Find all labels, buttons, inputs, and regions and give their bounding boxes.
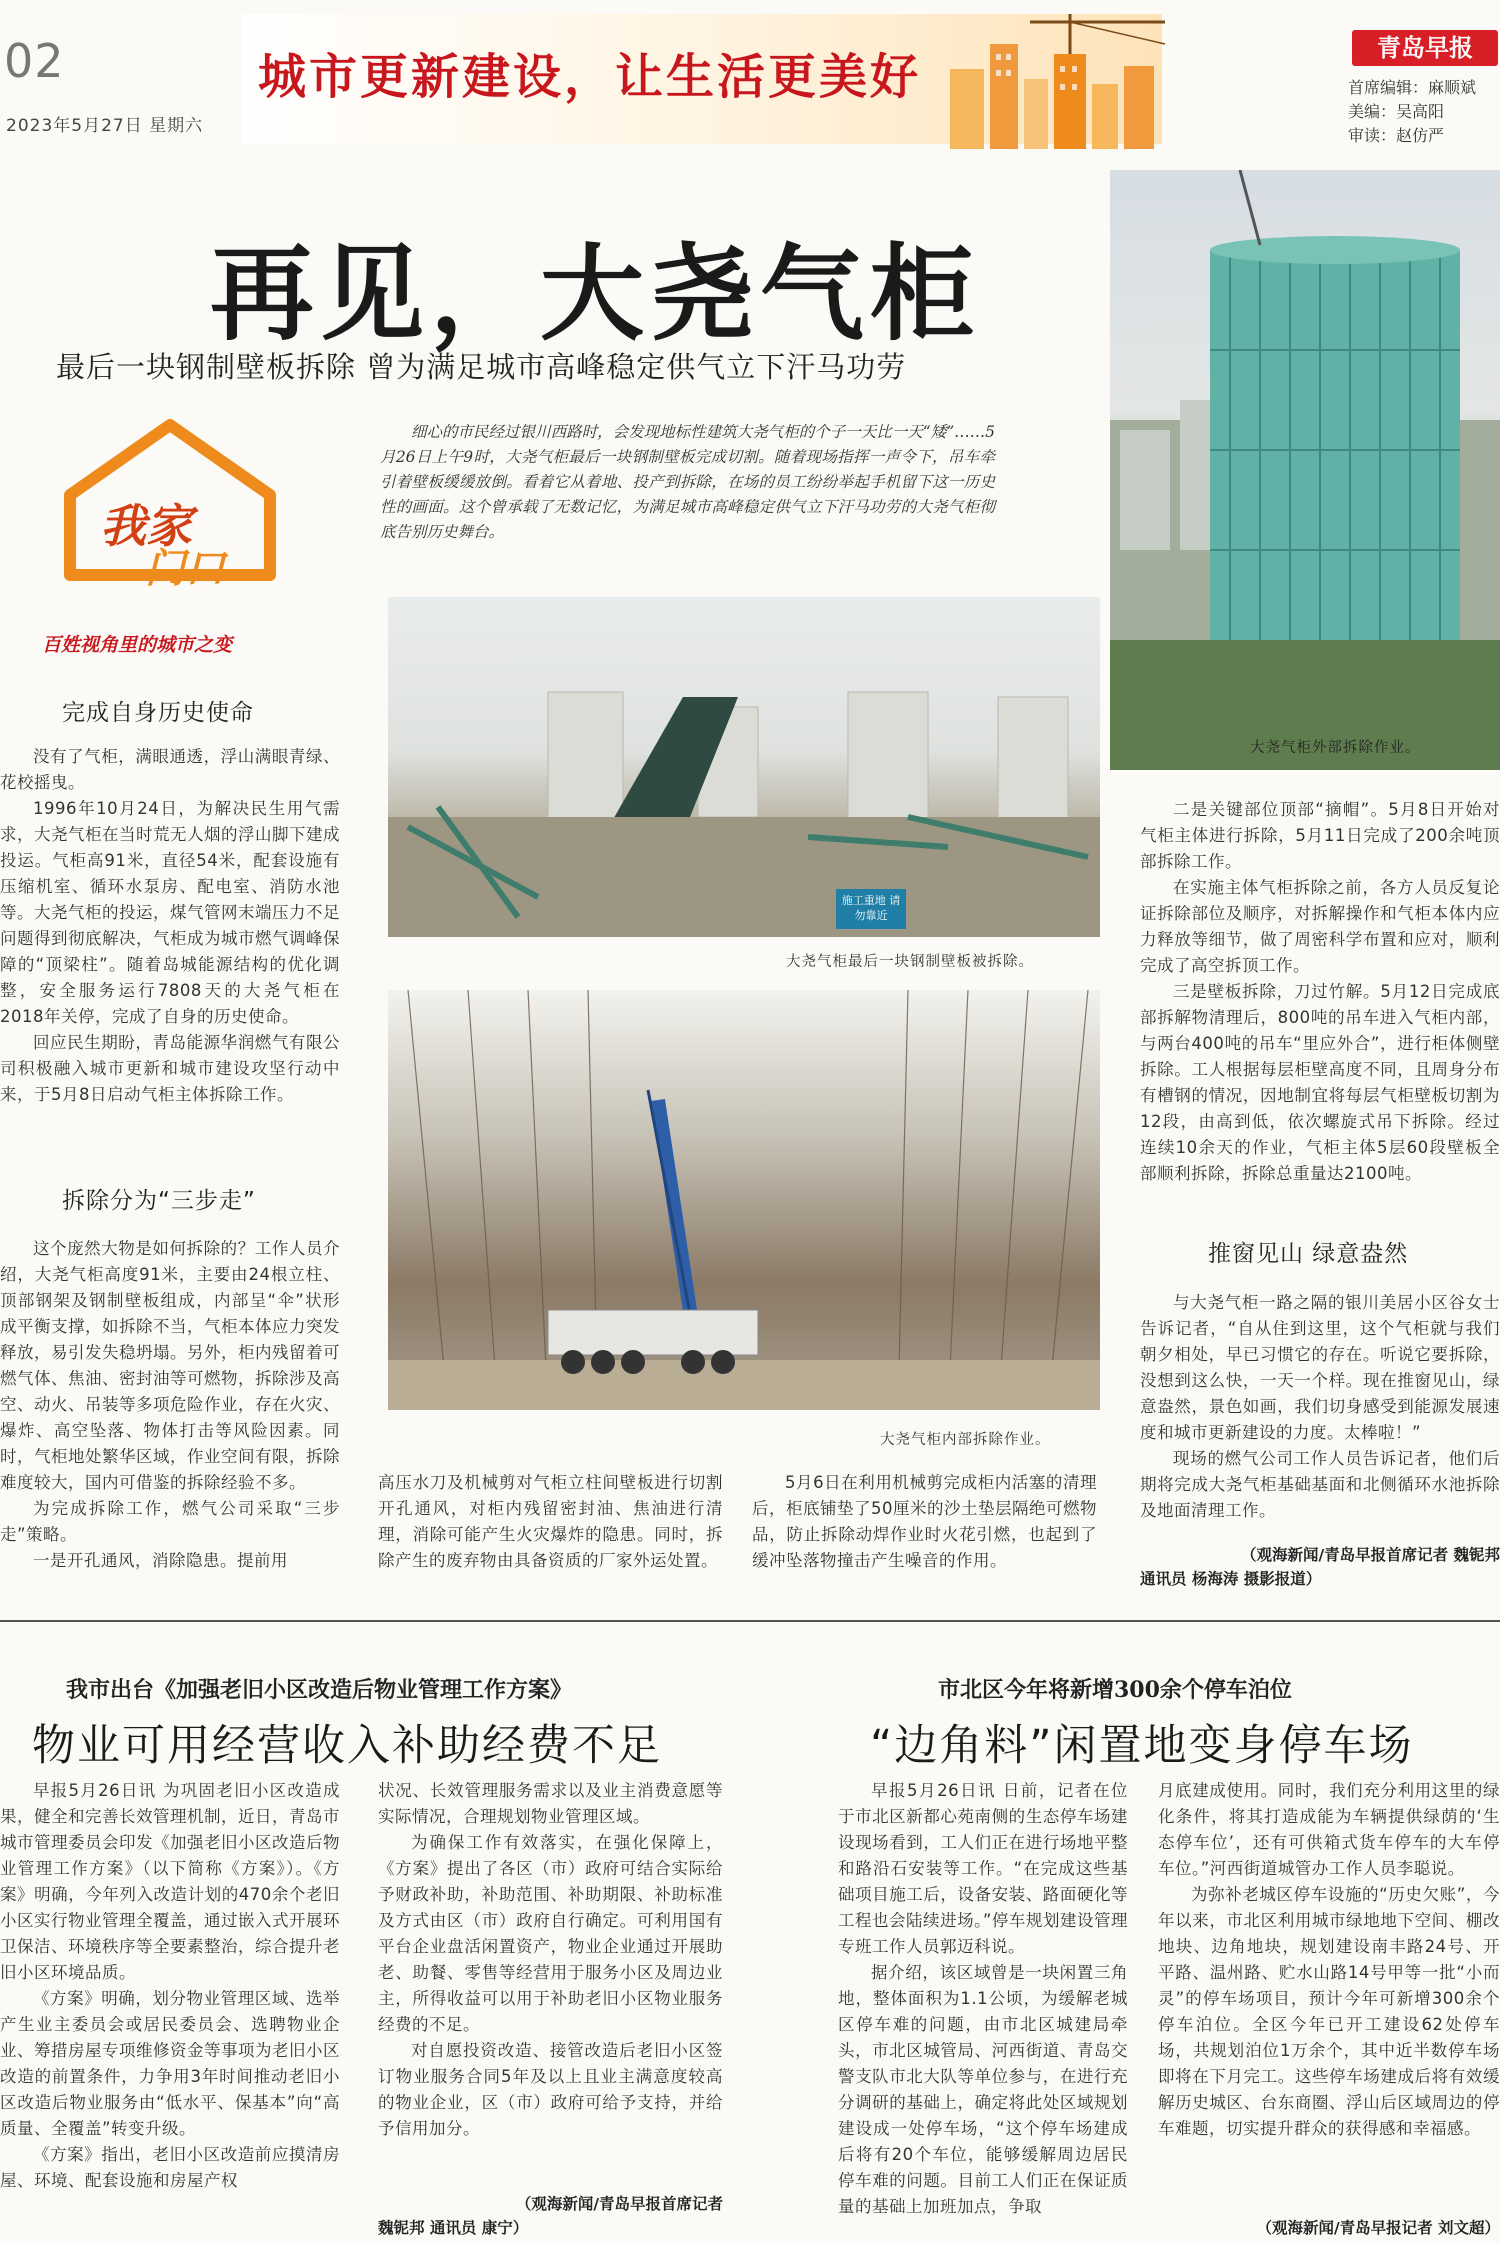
- paragraph: 《方案》明确，划分物业管理区域、选举产生业主委员会或居民委员会、选聘物业企业、筹措房屋专项维修资金等事项为老旧小区改造的前置条件，力争用3年时间推动老旧小区改造后物业服务由“低水平、保基本”向“高质量、全覆盖”转变升级。: [0, 1989, 340, 2138]
- paragraph: 回应民生期盼，青岛能源华润燃气有限公司积极融入城市更新和城市建设攻坚行动中来，于5月8日启动气柜主体拆除工作。: [0, 1033, 340, 1104]
- paragraph: 早报5月26日讯 日前，记者在位于市北区新都心苑南侧的生态停车场建设现场看到，工人们正在进行场地平整和路沿石安装等工作。“在完成这些基础项目施工后，设备安装、路面硬化等工程也会陆续进场。”停车规划建设管理专班工作人员郭迈科说。: [838, 1781, 1128, 1956]
- demolition-scene: [388, 597, 1100, 937]
- paragraph: 在实施主体气柜拆除之前，各方人员反复论证拆除部位及顺序，对拆解操作和气柜本体内应力释放等细节，做了周密科学布置和应对，顺利完成了高空拆顶工作。: [1140, 878, 1500, 975]
- paragraph: 为确保工作有效落实，在强化保障上，《方案》提出了各区（市）政府可结合实际给予财政补助，补助范围、补助期限、补助标准及方式由区（市）政府自行确定。可利用国有平台企业盘活闲置资产，物业企业通过开展助老、助餐、零售等经营用于服务小区及周边业主，所得收益可以用于补助老旧小区物业服务经费的不足。: [378, 1833, 723, 2034]
- column-logo-title2: 门口: [145, 546, 225, 592]
- skyline-illustration: [920, 14, 1240, 149]
- story3-kicker: 市北区今年将新增300余个停车泊位: [938, 1677, 1292, 1703]
- story3-col1: [838, 1778, 1128, 2220]
- column-logo: [40, 415, 300, 665]
- story1-col1: [0, 744, 340, 1108]
- page-number: 02: [4, 34, 65, 88]
- paragraph: 没有了气柜，满眼通透，浮山满眼青绿、花校摇曳。: [0, 747, 340, 792]
- story3-byline: （观海新闻/青岛早报记者 刘文超）: [1256, 2219, 1500, 2237]
- paragraph: 现场的燃气公司工作人员告诉记者，他们后期将完成大尧气柜基础基面和北侧循环水池拆除及地面清理工作。: [1140, 1449, 1500, 1520]
- paragraph: 早报5月26日讯 为巩固老旧小区改造成果，健全和完善长效管理机制，近日，青岛市城市管理委员会印发《加强老旧小区改造后物业管理工作方案》（以下简称《方案》）。《方案》明确，今年列入改造计划的470余个老旧小区实行物业管理全覆盖，通过嵌入式开展环卫保洁、环境秩序等全要素整治，综合提升老旧小区环境品质。: [0, 1781, 340, 1982]
- story1-col1b: [0, 1236, 340, 1574]
- byline-line1: （观海新闻/青岛早报首席记者: [515, 2195, 723, 2213]
- paragraph: 为弥补老城区停车设施的“历史欠账”，今年以来，市北区利用城市绿地地下空间、棚改地块、边角地块，规划建设南丰路24号、开平路、温州路、贮水山路14号甲等一批“小而灵”的停车场项目，预计今年可新增300余个停车泊位。全区今年已开工建设62处停车场，共规划泊位1万余个，其中近半数停车场即将在下月完工。这些停车场建成后将有效缓解历史城区、台东商圈、浮山后区域周边的停车难题，切实提升群众的获得感和幸福感。: [1158, 1885, 1500, 2138]
- byline-line1: （观海新闻/青岛早报首席记者 魏铌邦: [1240, 1546, 1500, 1564]
- paragraph: 为完成拆除工作，燃气公司采取“三步走”策略。: [0, 1499, 340, 1544]
- paragraph: 据介绍，该区域曾是一块闲置三角地，整体面积为1.1公顷，为缓解老城区停车难的问题，由市北区城建局牵头，市北区城管局、河西街道、青岛交警支队市北大队等单位参与，在进行充分调研的基础上，确定将此处区域规划建设成一处停车场，“这个停车场建成后将有20个车位，能够缓解周边居民停车难的问题。目前工人们正在保证质量的基础上加班加点，争取: [838, 1963, 1128, 2216]
- newspaper-logo: 青岛早报: [1352, 30, 1498, 66]
- byline-line2: 通讯员 杨海涛 摄影报道）: [1140, 1570, 1322, 1588]
- paragraph: 对自愿投资改造、接管改造后老旧小区签订物业服务合同5年及以上且业主满意度较高的物业企业，区（市）政府可给予支持，并给予信用加分。: [378, 2041, 723, 2138]
- paragraph: 一是开孔通风，消除隐患。提前用: [33, 1551, 288, 1570]
- paragraph: 月底建成使用。同时，我们充分利用这里的绿化条件，将其打造成能为车辆提供绿荫的‘生态停车位’，还有可供箱式货车停车的大车停车位。”河西街道城管办工作人员李聪说。: [1158, 1781, 1500, 1878]
- paragraph: 高压水刀及机械剪对气柜立柱间壁板进行切割开孔通风，对柜内残留密封油、焦油进行清理，消除可能产生火灾爆炸的隐患。同时，拆除产生的废弃物由具备资质的厂家外运处置。: [378, 1473, 723, 1570]
- column-logo-tagline: 百姓视角里的城市之变: [42, 634, 233, 656]
- story1-mid-col1: [378, 1470, 723, 1574]
- paragraph: 状况、长效管理服务需求以及业主消费意愿等实际情况，合理规划物业管理区域。: [378, 1781, 723, 1826]
- caption-exterior: 大尧气柜外部拆除作业。: [1250, 740, 1421, 756]
- story1-right-col-b: [1140, 1290, 1500, 1524]
- photo-interior: [388, 990, 1100, 1410]
- photo-last-panel: [388, 597, 1100, 937]
- paragraph: 5月6日在利用机械剪完成柜内活塞的清理后，柜底铺垫了50厘米的沙土垫层隔绝可燃物品，防止拆除动焊作业时火花引燃，也起到了缓冲坠落物撞击产生噪音的作用。: [752, 1473, 1097, 1570]
- photo-gas-holder-exterior: [1110, 170, 1500, 770]
- gas-holder-drawing: [1110, 170, 1500, 770]
- credits: [1348, 76, 1500, 148]
- credit-proofreader: 审读：赵仿严: [1348, 126, 1445, 145]
- crane-scene: [388, 990, 1100, 1410]
- caption-last-panel: 大尧气柜最后一块钢制壁板被拆除。: [786, 954, 1034, 970]
- story1-right-col: [1140, 797, 1500, 1187]
- story1-intro: 细心的市民经过银川西路时，会发现地标性建筑大尧气柜的个子一天比一天“矮”……5月26日上午9时，大尧气柜最后一块钢制壁板完成切割。随着现场指挥一声令下，吊车牵引着壁板缓缓放倒。看着它从着地、投产到拆除，在场的员工纷纷举起手机留下这一历史性的画面。这个曾承载了无数记忆，为满足城市高峰稳定供气立下汗马功劳的大尧气柜彻底告别历史舞台。: [380, 423, 995, 541]
- credit-designer: 美编：吴高阳: [1348, 102, 1445, 121]
- section-title-three-steps: 拆除分为“三步走”: [62, 1188, 256, 1214]
- story1-headline: 再见，大尧气柜: [210, 232, 981, 355]
- story2-kicker: 我市出台《加强老旧小区改造后物业管理工作方案》: [66, 1677, 573, 1703]
- story3-headline: “边角料”闲置地变身停车场: [870, 1721, 1414, 1771]
- byline-line2: 魏铌邦 通讯员 康宁）: [378, 2219, 529, 2237]
- story2-headline: 物业可用经营收入补助经费不足: [32, 1721, 662, 1771]
- story1-mid-col2: [752, 1470, 1097, 1574]
- banner-title: 城市更新建设，让生活更美好: [258, 49, 922, 105]
- story2-byline: [378, 2192, 723, 2240]
- caption-interior: 大尧气柜内部拆除作业。: [880, 1432, 1051, 1448]
- credit-editor: 首席编辑：麻顺斌: [1348, 78, 1477, 97]
- story1-byline: [1140, 1543, 1500, 1591]
- story2-col2: [378, 1778, 723, 2142]
- paragraph: 三是壁板拆除，刀过竹解。5月12日完成底部拆解物清理后，800吨的吊车进入气柜内部，与两台400吨的吊车“里应外合”，进行柜体侧壁拆除。工人根据每层柜壁高度不同，且周身分布有槽钢的情况，因地制宜将每层气柜壁板切割为12段，由高到低，依次螺旋式吊下拆除。经过连续10余天的作业，气柜主体5层60段壁板全部顺利拆除，拆除总重量达2100吨。: [1140, 982, 1500, 1183]
- paragraph: 这个庞然大物是如何拆除的？工作人员介绍，大尧气柜高度91米，主要由24根立柱、顶部钢架及钢制壁板组成，内部呈“伞”状形成平衡支撑，如拆除不当，气柜本体应力突发释放，易引发失稳坍塌。另外，柜内残留着可燃气体、焦油、密封油等可燃物，拆除涉及高空、动火、吊装等多项危险作业，存在火灾、爆炸、高空坠落、物体打击等风险因素。同时，气柜地处繁华区域，作业空间有限，拆除难度较大，国内可借鉴的拆除经验不多。: [0, 1239, 340, 1492]
- paragraph: 《方案》指出，老旧小区改造前应摸清房屋、环境、配套设施和房屋产权: [0, 2145, 340, 2190]
- paragraph: 二是关键部位顶部“摘帽”。5月8日开始对气柜主体进行拆除，5月11日完成了200余吨顶部拆除工作。: [1140, 800, 1500, 871]
- section-title-mission: 完成自身历史使命: [62, 700, 254, 726]
- issue-date: 2023年5月27日 星期六: [6, 116, 204, 136]
- story3-col2: [1158, 1778, 1500, 2142]
- paragraph: 与大尧气柜一路之隔的银川美居小区谷女士告诉记者，“自从住到这里，这个气柜就与我们朝夕相处，早已习惯它的存在。听说它要拆除，没想到这么快，一天一个样。现在推窗见山，绿意盎然，景色如画，我们切身感受到能源发展速度和城市更新建设的力度。太棒啦！”: [1140, 1293, 1500, 1442]
- section-title-green-view: 推窗见山 绿意盎然: [1208, 1241, 1409, 1267]
- section-divider: [0, 1620, 1500, 1622]
- story2-col1: [0, 1778, 340, 2194]
- warning-sign: 施工重地 请勿靠近: [841, 894, 901, 922]
- column-logo-title1: 我家: [100, 499, 192, 553]
- story1-subhead: 最后一块钢制壁板拆除 曾为满足城市高峰稳定供气立下汗马功劳: [56, 350, 907, 384]
- paragraph: 1996年10月24日，为解决民生用气需求，大尧气柜在当时荒无人烟的浮山脚下建成投运。气柜高91米，直径54米，配套设施有压缩机室、循环水泵房、配电室、消防水池等。大尧气柜的投运，煤气管网末端压力不足问题得到彻底解决，气柜成为城市燃气调峰保障的“顶梁柱”。随着岛城能源结构的优化调整，安全服务运行7808天的大尧气柜在2018年关停，完成了自身的历史使命。: [0, 799, 340, 1026]
